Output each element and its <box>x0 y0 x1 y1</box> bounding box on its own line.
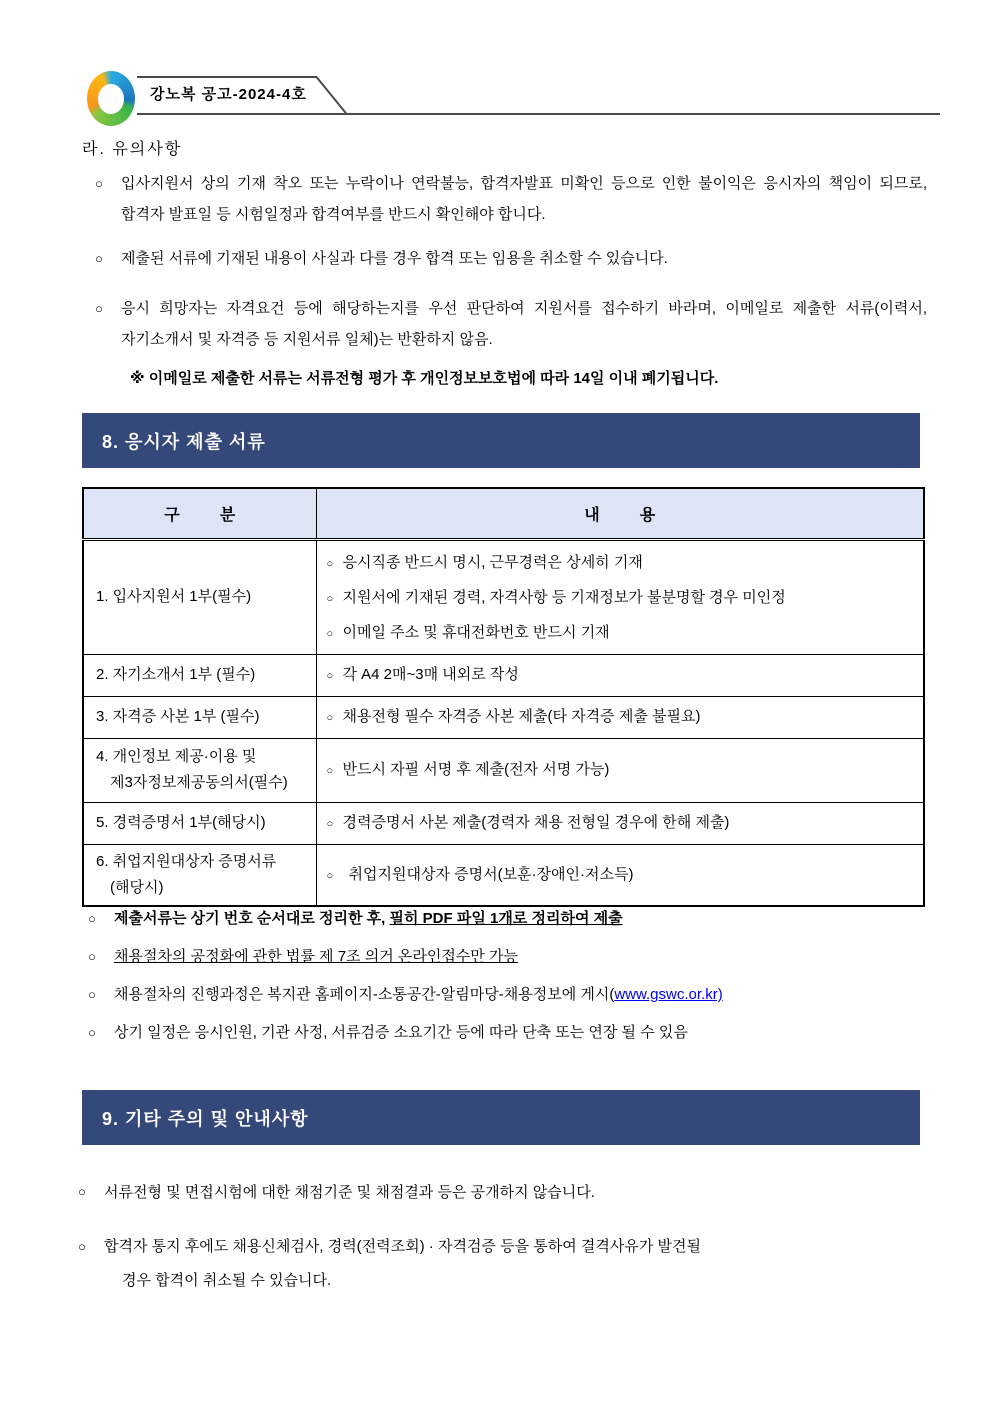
circle-bullet-icon: ○ <box>326 592 334 605</box>
other-notice-text-line2: 경우 합격이 취소될 수 있습니다. <box>122 1272 332 1289</box>
circle-bullet-icon: ○ <box>78 1239 86 1254</box>
table-row <box>83 696 924 738</box>
note-schedule-change <box>88 1018 925 1048</box>
note-text: 채용절차의 진행과정은 복지관 홈페이지-소통공간-알림마당-채용정보에 게시(www.gswc.or.kr) <box>114 986 723 1003</box>
circle-bullet-icon: ○ <box>88 949 96 964</box>
circle-bullet-icon: ○ <box>88 987 96 1002</box>
notice-item-text: 제출된 서류에 기재된 내용이 사실과 다를 경우 합격 또는 임용을 취소할 수 있습니다. <box>121 250 668 267</box>
circle-bullet-icon: ○ <box>95 176 103 191</box>
notice-item <box>95 243 927 274</box>
header-tab-top-line <box>137 76 317 78</box>
table-cell-content: ○ 채용전형 필수 자격증 사본 제출(타 자격증 제출 불필요) <box>316 696 924 738</box>
notice-item <box>95 168 927 230</box>
notice-heading: 라. 유의사항 <box>82 141 183 158</box>
table-header-category: 구 분 <box>83 488 316 539</box>
table-cell-content: ○ 반드시 자필 서명 후 제출(전자 서명 가능) <box>316 738 924 802</box>
table-row <box>83 654 924 696</box>
table-cell-content: ○ 취업지원대상자 증명서(보훈·장애인·저소득) <box>316 844 924 906</box>
email-disposal-note: ※ 이메일로 제출한 서류는 서류전형 평가 후 개인정보보호법에 따라 14일 이내 폐기됩니다. <box>130 370 719 387</box>
section8-title: 8. 응시자 제출 서류 <box>102 431 266 452</box>
table-cell-category: 5. 경력증명서 1부(해당시) <box>83 802 316 844</box>
table-cell-category: 3. 자격증 사본 1부 (필수) <box>83 696 316 738</box>
section9-title: 9. 기타 주의 및 안내사항 <box>102 1108 309 1129</box>
website-link[interactable]: www.gswc.or.kr) <box>614 986 723 1003</box>
table-cell-category: 6. 취업지원대상자 증명서류 (해당시) <box>83 844 316 906</box>
circle-bullet-icon: ○ <box>326 557 334 570</box>
other-notice-item <box>78 1230 928 1264</box>
notice-item-text: 입사지원서 상의 기재 착오 또는 누락이나 연락불능, 합격자발표 미확인 등으로 인한 불이익은 응시자의 책임이 되므로, 합격자 발표일 등 시험일정과 합격여부를 반드시 확인해야 합니다. <box>121 175 927 223</box>
circle-bullet-icon: ○ <box>95 251 103 266</box>
table-cell-content: ○ 경력증명서 사본 제출(경력자 채용 전형일 경우에 한해 제출) <box>316 802 924 844</box>
note-text: 상기 일정은 응시인원, 기관 사정, 서류검증 소요기간 등에 따라 단축 또는 연장 될 수 있음 <box>114 1024 688 1041</box>
table-cell-category: 4. 개인정보 제공·이용 및 제3자정보제공동의서(필수) <box>83 738 316 802</box>
notice-item-text: 응시 희망자는 자격요건 등에 해당하는지를 우선 판단하여 지원서를 접수하기 바라며, 이메일로 제출한 서류(이력서, 자기소개서 및 자격증 등 지원서류 일체)는 반환하지 않음. <box>121 300 927 348</box>
table-cell-content: ○ 각 A4 2매~3매 내외로 작성 <box>316 654 924 696</box>
other-notice-text: 서류전형 및 면접시험에 대한 채점기준 및 채점결과 등은 공개하지 않습니다. <box>104 1184 595 1201</box>
table-row <box>83 802 924 844</box>
other-notice-item <box>78 1176 928 1210</box>
note-text: 채용절차의 공정화에 관한 법률 제 7조 의거 온라인접수만 가능 <box>114 948 518 965</box>
note-pdf-submit <box>88 904 925 934</box>
table-cell-category: 1. 입사지원서 1부(필수) <box>83 539 316 654</box>
circle-bullet-icon: ○ <box>88 911 96 926</box>
section9-header <box>82 1090 920 1145</box>
note-website-posting <box>88 980 925 1010</box>
circle-bullet-icon: ○ <box>326 818 334 830</box>
table-cell-category: 2. 자기소개서 1부 (필수) <box>83 654 316 696</box>
circle-bullet-icon: ○ <box>78 1184 86 1199</box>
circle-bullet-icon: ○ <box>88 1025 96 1040</box>
circle-bullet-icon: ○ <box>95 301 103 316</box>
circle-bullet-icon: ○ <box>326 712 334 724</box>
header-tab-diagonal-line <box>315 76 347 115</box>
submission-documents-table <box>82 487 925 907</box>
table-row <box>83 738 924 802</box>
section8-header <box>82 413 920 468</box>
table-header-content: 내 용 <box>316 488 924 539</box>
doc-number: 강노복 공고-2024-4호 <box>150 86 307 103</box>
note-online-only <box>88 942 925 972</box>
circle-bullet-icon: ○ <box>326 627 334 640</box>
table-row <box>83 539 924 654</box>
note-text: 제출서류는 상기 번호 순서대로 정리한 후, 필히 PDF 파일 1개로 정리하여 제출 <box>114 910 623 927</box>
table-row <box>83 844 924 906</box>
circle-bullet-icon: ○ <box>326 765 334 777</box>
organization-logo-icon <box>87 71 135 126</box>
header-rule <box>137 113 940 115</box>
other-notice-text: 합격자 통지 후에도 채용신체검사, 경력(전력조회) · 자격검증 등을 통하여 결격사유가 발견될 <box>104 1238 701 1255</box>
table-cell-content: ○ 응시직종 반드시 명시, 근무경력은 상세히 기재 ○ 지원서에 기재된 경력, 자격사항 등 기재정보가 불분명할 경우 미인정 ○ 이메일 주소 및 휴대전화번호 반드시 기재 <box>316 539 924 654</box>
circle-bullet-icon: ○ <box>326 869 334 882</box>
notice-item <box>95 293 927 355</box>
circle-bullet-icon: ○ <box>326 670 334 682</box>
